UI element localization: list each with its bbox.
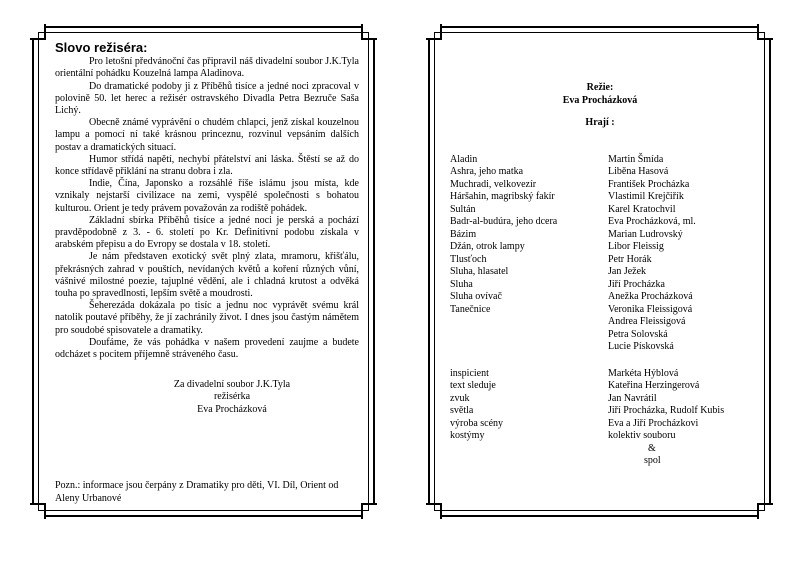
role-name: Džán, otrok lampy: [450, 241, 525, 252]
role-name: Badr-al-budúra, jeho dcera: [450, 216, 558, 227]
role-name: Háršahin, magribský fakír: [450, 191, 555, 202]
list-item: [450, 191, 750, 204]
list-item: [450, 279, 750, 292]
paragraph: Obecně známé vyprávění o chudém chlapci, jenž získal kouzelnou lampu a pomocí ní také krásnou princeznu, rozvinul vepsáním dalších postav a dramatických situací.: [55, 117, 359, 153]
list-item: [450, 166, 750, 179]
role-name: [450, 316, 608, 329]
actor-name: Liběna Hasová: [608, 166, 669, 177]
list-item: [450, 329, 750, 342]
role-name: Sluha: [450, 278, 473, 290]
actor-name: Jiří Procházka: [608, 278, 665, 290]
spol-row: [450, 455, 750, 468]
role-name: Tlusťoch: [450, 253, 487, 265]
list-item: [450, 304, 750, 317]
list-item: [450, 316, 750, 329]
list-item: [450, 229, 750, 242]
ampersand: &: [648, 442, 656, 454]
actor-name: Martin Šmída: [608, 153, 664, 165]
actor-name: Eva Procházková, ml.: [608, 216, 696, 227]
actor-name: Libor Fleissig: [608, 241, 664, 252]
role-name: Tanečnice: [450, 303, 491, 315]
role-name: text sleduje: [450, 380, 496, 391]
list-item: [450, 405, 750, 418]
actor-name: Jiří Procházka, Rudolf Kubis: [608, 405, 725, 416]
actor-name: Karel Kratochvil: [608, 203, 676, 215]
actor-name: Kateřina Herzingerová: [608, 380, 700, 391]
list-item: [450, 291, 750, 304]
actor-name: Eva a Jiří Procházkovi: [608, 417, 699, 429]
list-item: [450, 380, 750, 393]
paragraph: Humor střídá napětí, nechybí přátelství ani láska. Štěstí se až do konce střídavě přiklání na stranu dobra i zla.: [55, 153, 359, 178]
list-item: [450, 254, 750, 267]
list-item: [450, 418, 750, 431]
role-name: Muchradi, velkovezír: [450, 178, 537, 190]
role-name: zvuk: [450, 392, 470, 404]
signature-line: režisérka: [213, 391, 251, 403]
role-name: [450, 341, 608, 354]
list-item: [450, 216, 750, 229]
role-name: kostýmy: [450, 430, 485, 441]
right-page: [428, 26, 771, 517]
signature-line: Za divadelní soubor J.K.Tyla: [173, 379, 291, 391]
actor-name: Petr Horák: [608, 253, 652, 265]
list-item: [450, 179, 750, 192]
role-name: Sultán: [450, 203, 476, 215]
director-word: [55, 42, 359, 416]
director-heading: Slovo režiséra:: [55, 40, 148, 55]
amp-row: [450, 443, 750, 456]
role-name: výroba scény: [450, 417, 504, 429]
director-name: Eva Procházková: [562, 94, 638, 106]
actor-name: Petra Solovská: [608, 328, 668, 340]
direction-label: Režie:: [586, 82, 614, 93]
actor-name: Jan Ježek: [608, 266, 647, 277]
actor-name: Vlastimil Krejčiřík: [608, 191, 684, 202]
paragraph: Pro letošní předvánoční čas připravil náš divadelní soubor J.K.Tyla orientální pohádku Kouzelná lampa Aladinova.: [55, 56, 359, 80]
list-item: [450, 430, 750, 443]
role-name: Sluha ovívač: [450, 291, 502, 302]
list-item: [450, 393, 750, 406]
actor-name: kolektiv souboru: [608, 430, 676, 441]
actor-name: Anežka Procházková: [608, 291, 693, 302]
list-item: [450, 204, 750, 217]
role-name: inspicient: [450, 367, 489, 379]
paragraph: Je nám představen exotický svět plný zlata, mramoru, křišťálu, překrásných zahrad v pouštích, nevídaných květů a koření různých vůní, vášnivé milostné poezie, tajuplné vědění, ale i chladná krutost a odvěká touha po spravedlnosti, lepším světě a moudrosti.: [55, 251, 359, 300]
left-page: [32, 26, 375, 517]
cast-list: [450, 154, 750, 354]
actor-name: Veronika Fleissigová: [608, 303, 693, 315]
role-name: Ashra, jeho matka: [450, 166, 524, 177]
actor-name: Andrea Fleissigová: [608, 316, 686, 327]
role-name: Bázim: [450, 228, 477, 240]
list-item: [450, 241, 750, 254]
actor-name: Jan Navrátil: [608, 392, 657, 404]
list-item: [450, 341, 750, 354]
actor-name: Marian Ludrovský: [608, 228, 683, 240]
list-item: [450, 266, 750, 279]
source-note: Pozn.: informace jsou čerpány z Dramatiky pro děti, VI. Díl, Orient od Aleny Urbanové: [55, 480, 339, 504]
role-name: světla: [450, 405, 474, 416]
list-item: [450, 154, 750, 167]
signature: [147, 379, 317, 416]
role-name: Aladin: [450, 153, 478, 165]
crew-list: [450, 368, 750, 443]
paragraph: Do dramatické podoby ji z Příběhů tisíce a jedné noci zpracoval v polovině 50. let herec a režisér ostravského Divadla Petra Bezruče Saša Lichý.: [55, 80, 359, 117]
paragraph: Indie, Čína, Japonsko a rozsáhlé říše islámu jsou místa, kde vznikaly nejstarší civilizace na zemi, vyspělé společnosti s bohatou kulturou. Orient je tedy právem považován za rodiště pohádek.: [55, 178, 359, 214]
paragraph: Základní sbírka Příběhů tisíce a jedné noci je perská a pochází pravděpodobně z 3. - 6. století po Kr. Definitivní podobu získala v arabském přepisu a do Evropy se dostala v 18. století.: [55, 214, 359, 251]
role-name: Sluha, hlasatel: [450, 266, 509, 277]
spol: spol: [644, 455, 661, 466]
role-name: [450, 329, 608, 342]
cast-heading: Hrají :: [585, 117, 615, 128]
list-item: [450, 368, 750, 381]
paragraph: Doufáme, že vás pohádka v našem provedení zaujme a budete odcházet s pocitem příjemně stráveného času.: [55, 336, 359, 361]
actor-name: Markéta Hýblová: [608, 367, 679, 379]
actor-name: František Procházka: [608, 178, 690, 190]
cast-sheet: [450, 82, 750, 468]
paragraph: Šeherezáda dokázala po tisíc a jednu noc vyprávět svému král natolik poutavé příběhy, že jí zachránily život. I dnes jsou častým námětem pro soudobé spisovatele a dramatiky.: [55, 300, 359, 336]
signature-line: Eva Procházková: [197, 403, 267, 415]
actor-name: Lucie Pískovská: [608, 341, 674, 352]
